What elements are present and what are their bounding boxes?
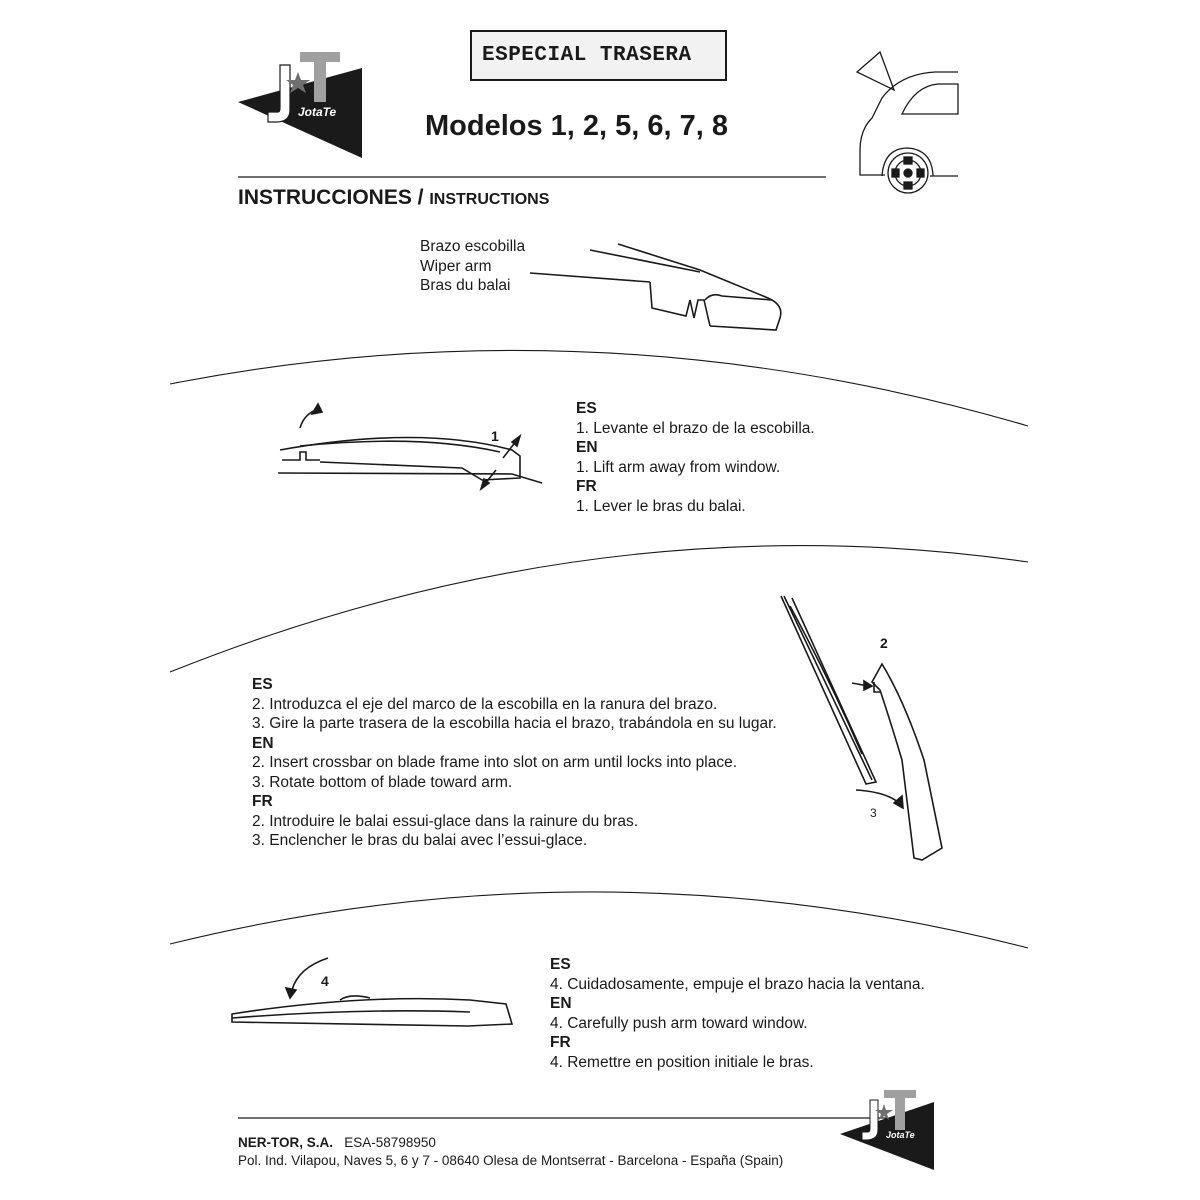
lang-label-fr: FR bbox=[576, 478, 597, 495]
wiper-arm-labels bbox=[420, 237, 525, 296]
step23-text bbox=[252, 675, 777, 851]
lang-label-en: EN bbox=[550, 995, 572, 1012]
wiper-arm-label-en: Wiper arm bbox=[420, 257, 492, 275]
wiper-arm-label-fr: Bras du balai bbox=[420, 277, 511, 294]
step3-en: 3. Rotate bottom of blade toward arm. bbox=[252, 773, 513, 791]
especial-trasera-badge bbox=[470, 30, 727, 81]
models-title: Modelos 1, 2, 5, 6, 7, 8 bbox=[425, 110, 729, 142]
footer-company-line bbox=[238, 1135, 436, 1150]
step4-en: 4. Carefully push arm toward window. bbox=[550, 1014, 808, 1032]
step4-text bbox=[550, 955, 925, 1072]
company-name: NER-TOR, S.A. bbox=[238, 1135, 334, 1150]
badge-text: ESPECIAL TRASERA bbox=[482, 44, 692, 67]
figure-number-4: 4 bbox=[321, 973, 329, 989]
footer-address: Pol. Ind. Vilapou, Naves 5, 6 y 7 - 08640 Olesa de Montserrat - Barcelona - España (Spain) bbox=[238, 1153, 784, 1168]
logo-text: JotaTe bbox=[298, 105, 337, 119]
lang-label-es: ES bbox=[550, 956, 571, 973]
step1-fr: 1. Lever le bras du balai. bbox=[576, 497, 746, 515]
instructions-sub: INSTRUCTIONS bbox=[429, 191, 550, 208]
jotate-logo-top bbox=[238, 52, 362, 158]
step3-fr: 3. Enclencher le bras du balai avec l’essui-glace. bbox=[252, 832, 588, 849]
lang-label-es: ES bbox=[576, 400, 597, 417]
wiper-arm-label-es: Brazo escobilla bbox=[420, 238, 526, 255]
jotate-logo-bottom bbox=[840, 1090, 934, 1170]
step23-illustration bbox=[781, 596, 942, 860]
step2-fr: 2. Introduire le balai essui-glace dans la rainure du bras. bbox=[252, 812, 639, 830]
figure-number-2: 2 bbox=[880, 635, 888, 651]
lang-label-fr: FR bbox=[252, 793, 273, 810]
step4-fr: 4. Remettre en position initiale le bras. bbox=[550, 1053, 814, 1071]
wiper-arm-illustration bbox=[530, 244, 781, 330]
step4-es: 4. Cuidadosamente, empuje el brazo hacia la ventana. bbox=[550, 975, 925, 993]
step2-en: 2. Insert crossbar on blade frame into slot on arm until locks into place. bbox=[252, 754, 738, 771]
logo-text: JotaTe bbox=[886, 1130, 915, 1140]
lang-label-es: ES bbox=[252, 676, 273, 693]
step3-es: 3. Gire la parte trasera de la escobilla hacia el brazo, trabándola en su lugar. bbox=[252, 715, 777, 732]
lang-label-en: EN bbox=[576, 439, 598, 456]
car-outline-illustration bbox=[857, 52, 958, 193]
section-divider bbox=[170, 892, 1028, 948]
section-divider bbox=[170, 546, 1028, 672]
instructions-heading bbox=[238, 186, 549, 210]
figure-number-3: 3 bbox=[870, 806, 877, 820]
step2-es: 2. Introduzca el eje del marco de la escobilla en la ranura del brazo. bbox=[252, 695, 718, 713]
step1-text bbox=[576, 399, 815, 516]
step1-es: 1. Levante el brazo de la escobilla. bbox=[576, 419, 815, 437]
lang-label-en: EN bbox=[252, 734, 274, 752]
lang-label-fr: FR bbox=[550, 1034, 571, 1051]
instructions-main: INSTRUCCIONES / bbox=[238, 186, 424, 209]
step1-illustration bbox=[278, 404, 542, 489]
step1-en: 1. Lift arm away from window. bbox=[576, 458, 781, 476]
tax-id: ESA-58798950 bbox=[344, 1135, 436, 1150]
step4-illustration bbox=[232, 958, 512, 1026]
figure-number-1: 1 bbox=[491, 428, 499, 444]
